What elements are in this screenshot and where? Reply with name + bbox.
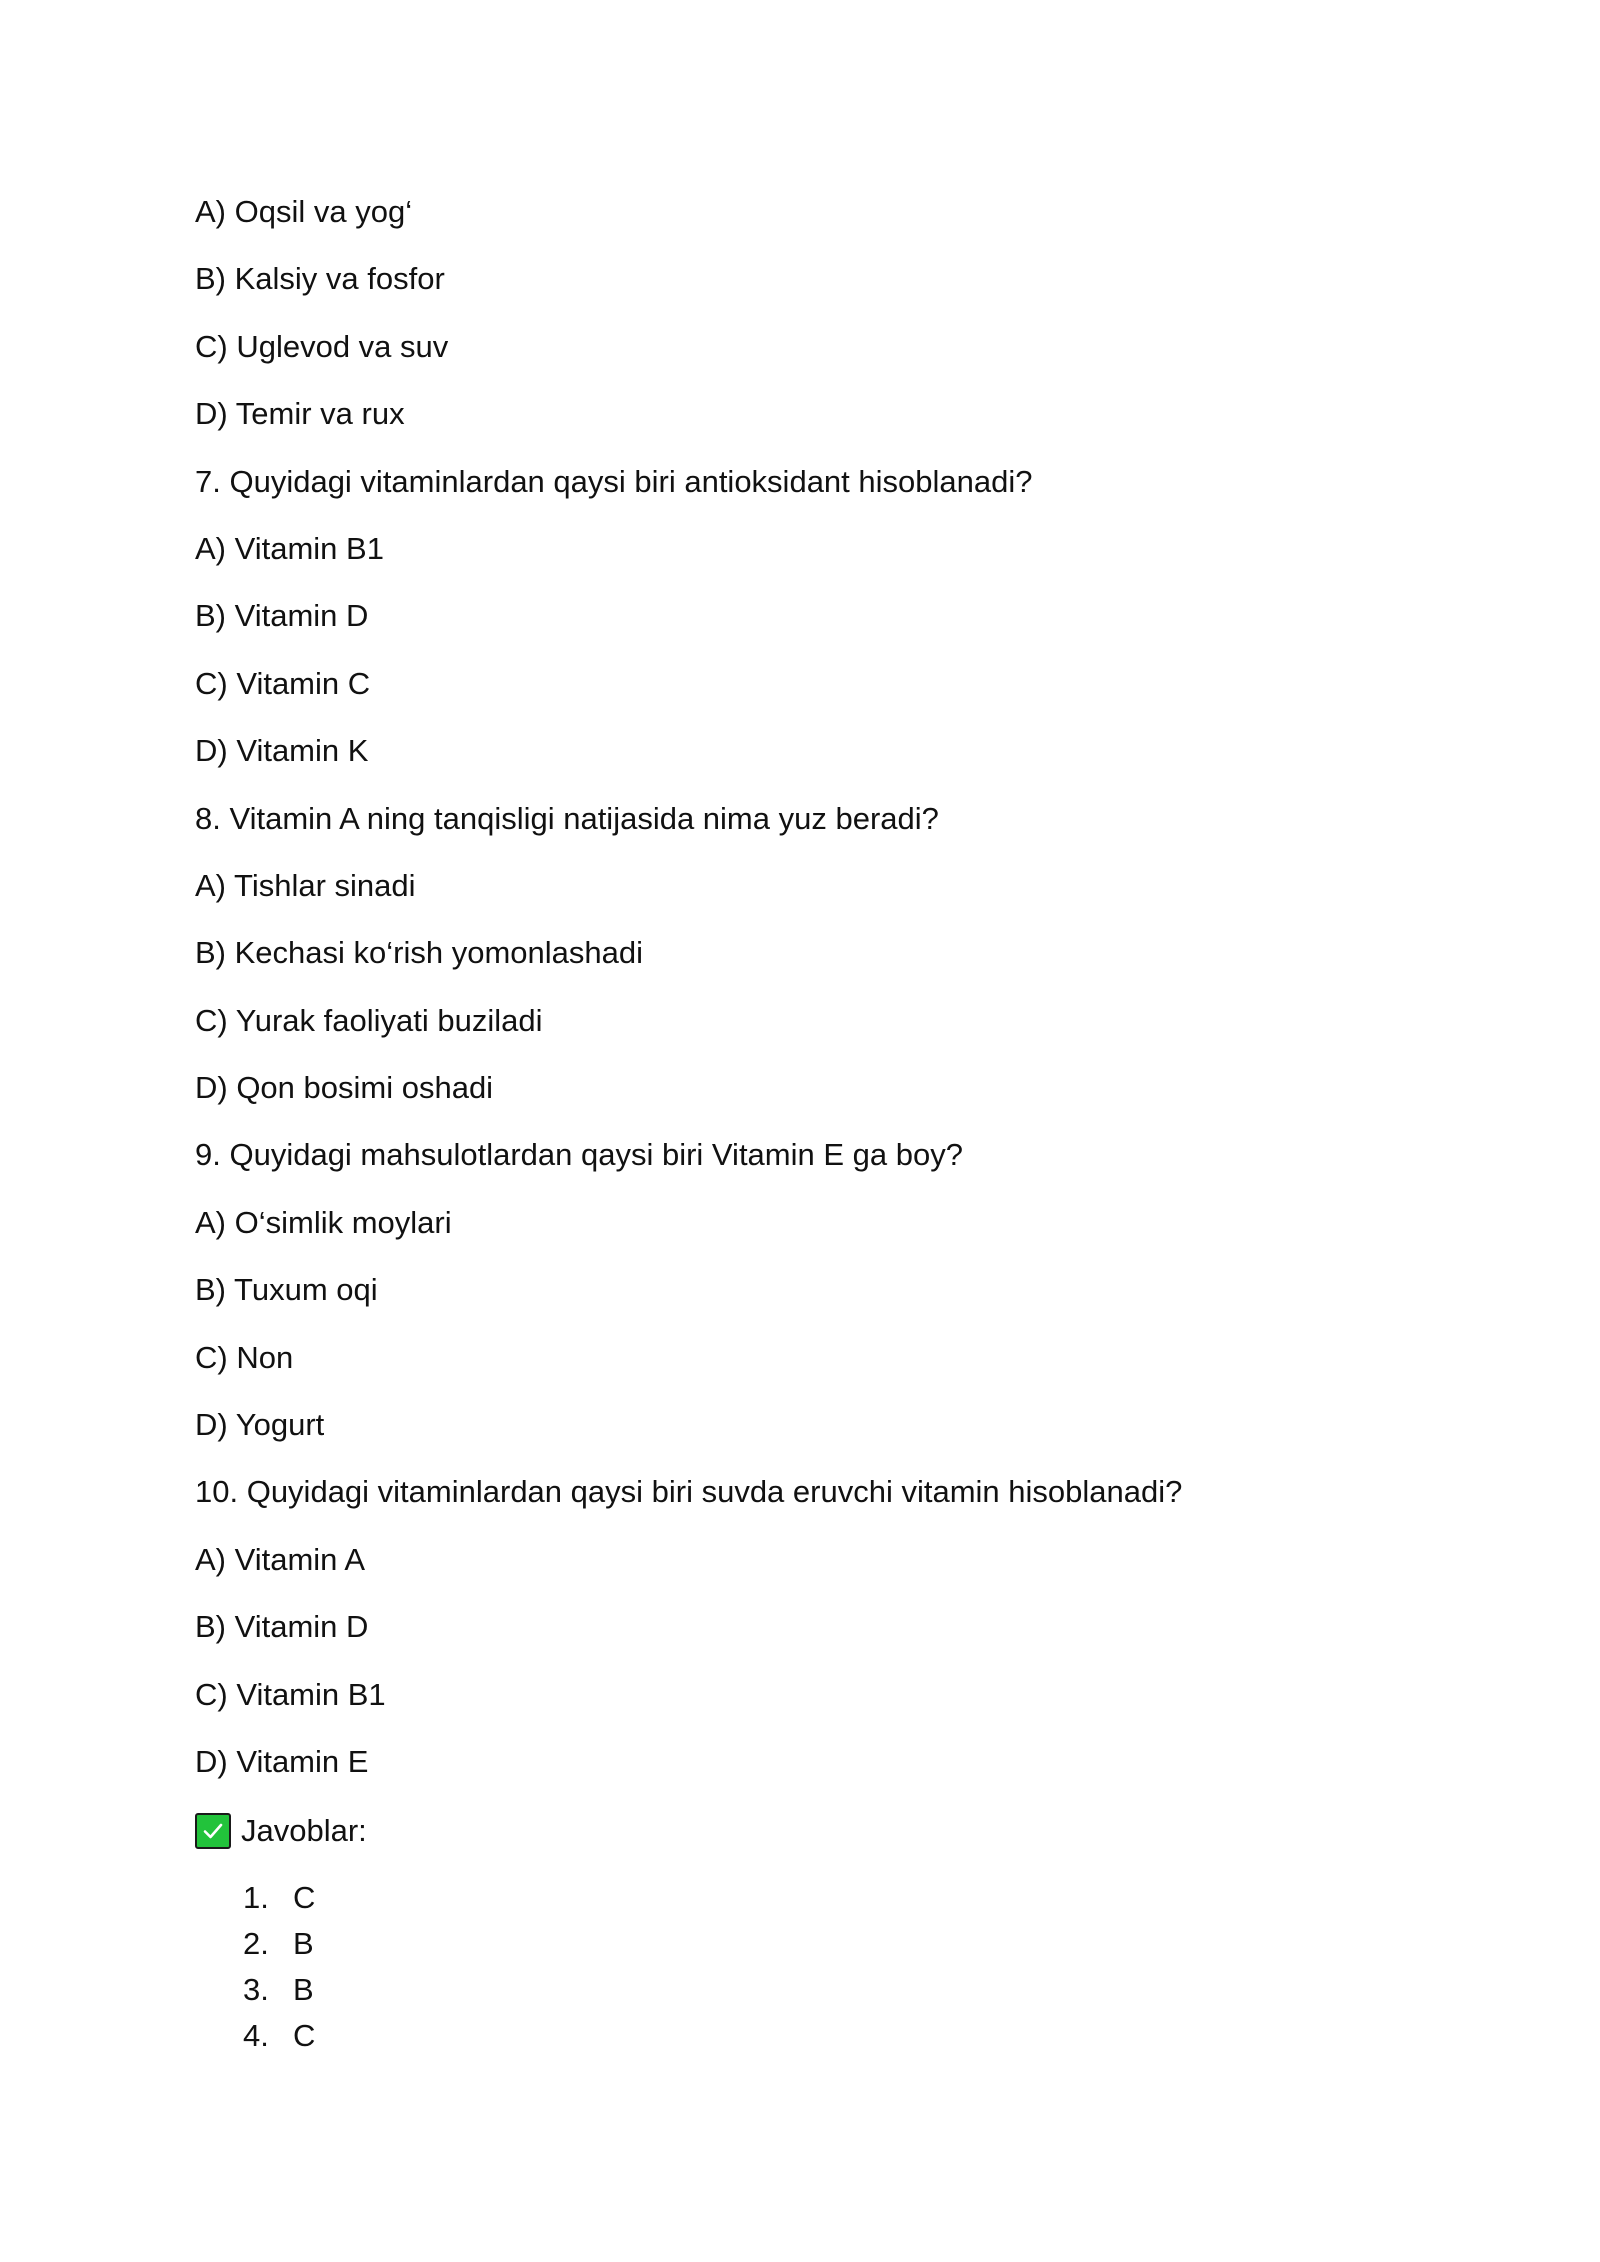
answer-item (243, 1921, 1475, 1967)
answer-number: 4. (243, 2018, 269, 2054)
check-mark-glyph (201, 1819, 225, 1843)
text-line: A) Vitamin A (195, 1541, 366, 1577)
text-line: C) Non (195, 1339, 294, 1375)
text-line: D) Qon bosimi oshadi (195, 1070, 494, 1106)
text-line: C) Vitamin B1 (195, 1676, 386, 1712)
text-line: B) Kalsiy va fosfor (195, 261, 445, 297)
check-mark-icon (195, 1813, 231, 1849)
answer-value: C (293, 1880, 316, 1916)
question-text: 7. Quyidagi vitaminlardan qaysi biri antioksidant hisoblanadi? (195, 463, 1033, 499)
text-line: D) Yogurt (195, 1407, 325, 1443)
answer-item (243, 1967, 1475, 2013)
answer-value: C (293, 2018, 316, 2054)
answer-item (243, 1875, 1475, 1921)
document-page (195, 192, 1475, 2059)
text-line: A) O‘simlik moylari (195, 1204, 452, 1240)
text-line: A) Oqsil va yog‘ (195, 194, 413, 229)
answer-number: 3. (243, 1972, 269, 2008)
text-line: B) Vitamin D (195, 1609, 369, 1645)
text-line: D) Vitamin E (195, 1743, 369, 1779)
text-line: B) Vitamin D (195, 598, 369, 634)
answer-item (243, 2013, 1475, 2059)
text-line: C) Vitamin C (195, 665, 371, 701)
text-line: C) Yurak faoliyati buziladi (195, 1002, 543, 1038)
question-text: 8. Vitamin A ning tanqisligi natijasida nima yuz beradi? (195, 800, 939, 836)
question-text: 10. Quyidagi vitaminlardan qaysi biri suvda eruvchi vitamin hisoblanadi? (195, 1474, 1183, 1510)
answer-value: B (293, 1926, 314, 1962)
answer-number: 2. (243, 1926, 269, 1962)
text-line: B) Kechasi ko‘rish yomonlashadi (195, 935, 643, 971)
question-text: 9. Quyidagi mahsulotlardan qaysi biri Vitamin E ga boy? (195, 1137, 963, 1173)
text-line: D) Temir va rux (195, 396, 405, 432)
answers-list (195, 1875, 1475, 2059)
text-line: D) Vitamin K (195, 733, 369, 769)
question-lines (195, 192, 1475, 1782)
answer-value: B (293, 1972, 314, 2008)
text-line: A) Tishlar sinadi (195, 867, 416, 903)
text-line: A) Vitamin B1 (195, 530, 384, 566)
text-line: C) Uglevod va suv (195, 328, 449, 364)
answers-heading-text: Javoblar: (241, 1813, 367, 1849)
text-line: B) Tuxum oqi (195, 1272, 378, 1308)
answer-number: 1. (243, 1880, 269, 1916)
answers-heading (195, 1809, 1475, 1853)
